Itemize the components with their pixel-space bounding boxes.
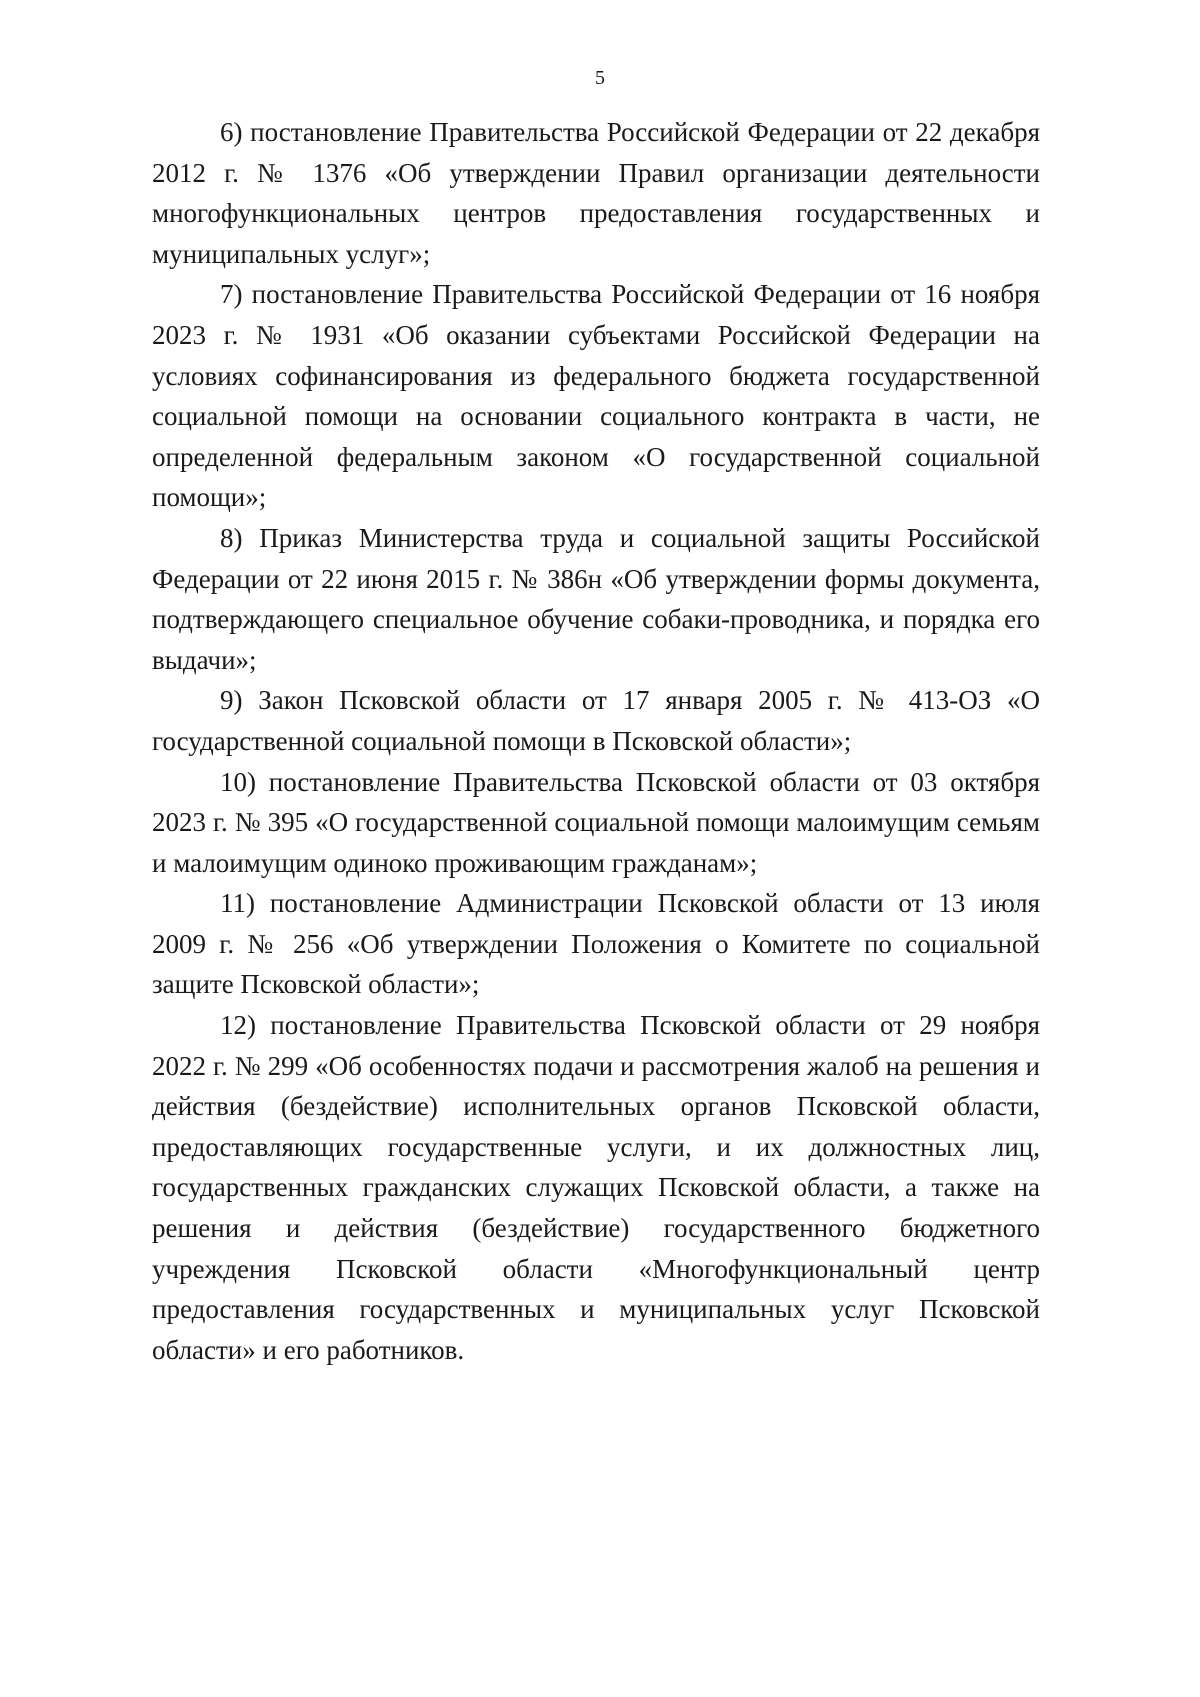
list-item-7: 7) постановление Правительства Российской Федерации от 16 ноября 2023 г. № 1931 «Об оказании субъектами Российской Федерации на условиях софинансирования из федерального бюджета государственной социальной помощи на основании социального контракта в части, не определенной федеральным законом «О государственной социальной помощи»; bbox=[152, 279, 1040, 513]
list-item-9: 9) Закон Псковской области от 17 января 2005 г. № 413-ОЗ «О государственной социальной помощи в Псковской области»; bbox=[152, 685, 1040, 756]
list-item-11: 11) постановление Администрации Псковской области от 13 июля 2009 г. № 256 «Об утверждении Положения о Комитете по социальной защите Псковской области»; bbox=[152, 888, 1040, 1000]
legal-acts-list bbox=[152, 112, 1040, 1370]
list-item-8: 8) Приказ Министерства труда и социальной защиты Российской Федерации от 22 июня 2015 г. № 386н «Об утверждении формы документа, подтверждающего специальное обучение собаки-проводника, и порядка его выдачи»; bbox=[152, 522, 1040, 675]
list-item-10: 10) постановление Правительства Псковской области от 03 октября 2023 г. № 395 «О государственной социальной помощи малоимущим семьям и малоимущим одиноко проживающим гражданам»; bbox=[152, 766, 1040, 878]
list-item-12: 12) постановление Правительства Псковской области от 29 ноября 2022 г. № 299 «Об особенностях подачи и рассмотрения жалоб на решения и действия (бездействие) исполнительных органов Псковской области, предоставляющих государственные услуги, и их должностных лиц, государственных гражданских служащих Псковской области, а также на решения и действия (бездействие) государственного бюджетного учреждения Псковской области «Многофункциональный центр предоставления государственных и муниципальных услуг Псковской области» и его работников. bbox=[152, 1010, 1040, 1365]
list-item-6: 6) постановление Правительства Российской Федерации от 22 декабря 2012 г. № 1376 «Об утверждении Правил организации деятельности многофункциональных центров предоставления государственных и муниципальных услуг»; bbox=[152, 117, 1040, 269]
page-number: 5 bbox=[595, 67, 605, 89]
